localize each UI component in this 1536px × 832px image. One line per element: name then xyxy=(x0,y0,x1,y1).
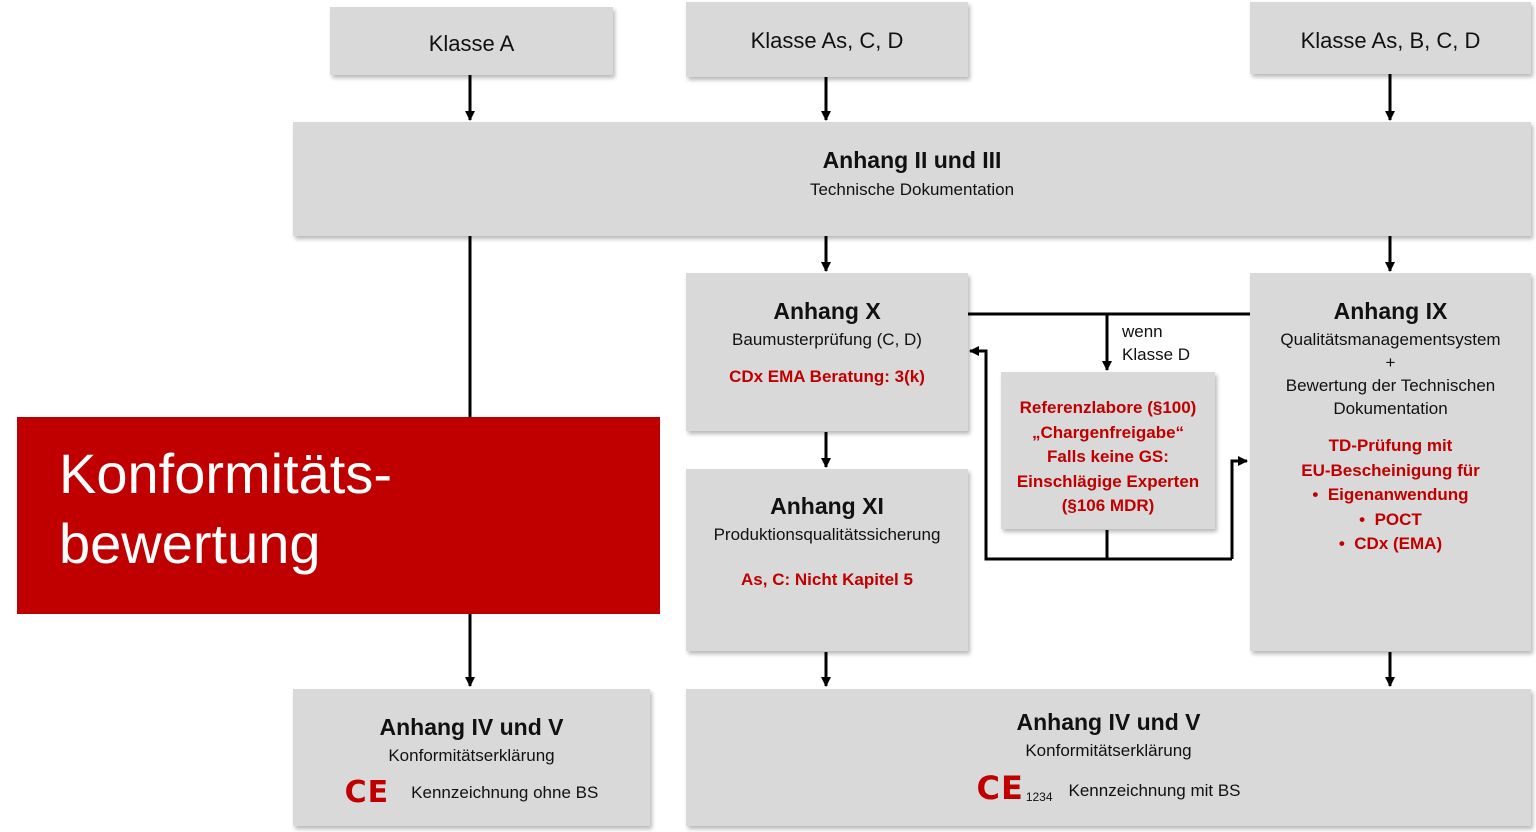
referenz-line5: (§106 MDR) xyxy=(1061,496,1155,515)
box-klasse-as-c-d xyxy=(686,2,968,77)
anhang-ix-note2: EU-Bescheinigung für xyxy=(1301,460,1480,480)
anhang-2-3-subtitle: Technische Dokumentation xyxy=(809,180,1015,199)
bottom-left-marking: Kennzeichnung ohne BS xyxy=(411,783,599,802)
klasse-as-b-c-d-label: Klasse As, B, C, D xyxy=(1300,28,1481,53)
bottom-right-subtitle: Konformitätserklärung xyxy=(1025,741,1192,760)
anhang-ix-bullet-2: • POCT xyxy=(1359,509,1422,529)
anhang-xi-title: Anhang XI xyxy=(770,493,884,519)
bottom-left-title: Anhang IV und V xyxy=(379,714,564,740)
anhang-2-3-title: Anhang II und III xyxy=(822,147,1002,173)
anhang-x-title: Anhang X xyxy=(773,298,881,324)
bottom-right-marking: Kennzeichnung mit BS xyxy=(1068,781,1241,800)
wenn-klasse-d-label xyxy=(1122,320,1190,366)
anhang-ix-line3: Bewertung der Technischen xyxy=(1285,376,1496,395)
box-klasse-as-b-c-d xyxy=(1250,2,1531,74)
anhang-x-subtitle: Baumusterprüfung (C, D) xyxy=(732,330,922,349)
anhang-x-note: CDx EMA Beratung: 3(k) xyxy=(729,367,925,386)
anhang-ix-line1: Qualitätsmanagementsystem xyxy=(1280,330,1501,349)
referenz-line4: Einschlägige Experten xyxy=(1016,471,1200,491)
box-klasse-a xyxy=(330,7,613,75)
klasse-as-c-d-label: Klasse As, C, D xyxy=(750,28,904,53)
referenz-line2: „Chargenfreigabe“ xyxy=(1031,422,1185,442)
anhang-ix-bullet-1: • Eigenanwendung xyxy=(1312,485,1469,504)
anhang-ix-line2: + xyxy=(1385,353,1396,372)
anhang-ix-line4: Dokumentation xyxy=(1333,399,1448,418)
bottom-right-title: Anhang IV und V xyxy=(1016,709,1201,735)
box-bottom-left xyxy=(293,689,650,826)
bottom-left-subtitle: Konformitätserklärung xyxy=(388,746,555,765)
referenz-line1: Referenzlabore (§100) xyxy=(1019,398,1197,417)
loop-to-anhang-ix xyxy=(1232,461,1247,559)
ce-mark-icon: CE xyxy=(344,775,390,810)
box-anhang-x xyxy=(686,273,968,431)
bottom-right-marking-row xyxy=(686,769,1531,807)
anhang-xi-note: As, C: Nicht Kapitel 5 xyxy=(741,570,913,589)
anhang-ix-title: Anhang IX xyxy=(1333,298,1448,324)
anhang-xi-subtitle: Produktionsqualitätssicherung xyxy=(713,525,941,544)
ce-mark-icon: CE xyxy=(976,769,1024,807)
banner-line2: bewertung xyxy=(59,512,321,575)
box-anhang-ix xyxy=(1250,273,1531,651)
box-referenzlabore xyxy=(1001,372,1215,529)
ce-notified-body-number: 1234 xyxy=(1025,790,1053,804)
wenn-line2: Klasse D xyxy=(1122,345,1191,364)
box-bottom-right xyxy=(686,689,1531,826)
bottom-left-marking-row xyxy=(293,775,650,810)
referenz-line3: Falls keine GS: xyxy=(1047,447,1169,466)
box-anhang-xi xyxy=(686,469,968,651)
wenn-line1: wenn xyxy=(1122,322,1163,341)
box-anhang-2-3 xyxy=(293,122,1531,236)
anhang-ix-bullet-3: • CDx (EMA) xyxy=(1338,534,1443,553)
anhang-ix-note1: TD-Prüfung mit xyxy=(1328,436,1453,455)
title-banner xyxy=(17,417,660,614)
klasse-a-label: Klasse A xyxy=(428,31,515,56)
banner-line1: Konformitäts- xyxy=(59,442,392,505)
